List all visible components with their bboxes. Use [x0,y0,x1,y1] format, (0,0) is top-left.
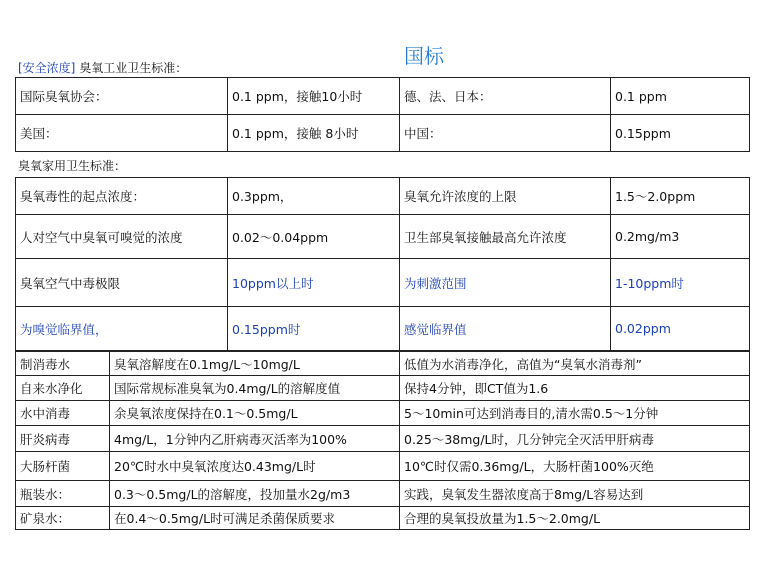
table-cell: 4mg/L，1分钟内乙肝病毒灭活率为100% [110,426,400,452]
table-cell: 0.15ppm时 [228,307,400,351]
page-title: 国标 [404,44,444,68]
table-cell: 为嗅觉临界值， [16,307,228,351]
table-cell: 卫生部臭氧接触最高允许浓度 [400,215,611,259]
table-cell: 中国： [400,115,611,152]
table-row [16,452,750,481]
household-standard-heading: 臭氧家用卫生标准： [18,159,127,173]
table-cell: 0.3～0.5mg/L的溶解度，投加量水2g/m3 [110,481,400,507]
table-row [16,481,750,507]
table-cell: 国际常规标准臭氧为0.4mg/L的溶解度值 [110,376,400,401]
table-cell: 德、法、日本： [400,78,611,115]
table-cell: 为刺激范围 [400,259,611,307]
table-cell: 0.1 ppm，接触 8小时 [228,115,400,152]
table-cell: 0.02ppm [611,307,750,351]
table-cell: 1.5～2.0ppm [611,178,750,215]
table-cell: 在0.4～0.5mg/L时可满足杀菌保质要求 [110,507,400,530]
safety-concentration-tag: [安全浓度] [18,61,76,75]
table-row [16,352,750,376]
disinfection-table [15,351,750,530]
industrial-standard-table [15,77,750,152]
industrial-standard-label: 臭氧工业卫生标准： [79,61,188,75]
table-cell: 0.1 ppm [611,78,750,115]
table-row [16,115,750,152]
table-row [16,78,750,115]
table-cell: 10ppm以上时 [228,259,400,307]
table-cell: 国际臭氧协会： [16,78,228,115]
table-cell: 臭氧毒性的起点浓度： [16,178,228,215]
table-cell: 0.15ppm [611,115,750,152]
table-row [16,401,750,426]
table-cell: 大肠杆菌 [16,452,110,481]
table-cell: 水中消毒 [16,401,110,426]
household-standard-table [15,177,750,351]
table-cell: 0.3ppm， [228,178,400,215]
table-cell: 1-10ppm时 [611,259,750,307]
table-cell: 肝炎病毒 [16,426,110,452]
table-cell: 感觉临界值 [400,307,611,351]
table-cell: 余臭氧浓度保持在0.1～0.5mg/L [110,401,400,426]
table-cell: 自来水净化 [16,376,110,401]
table-cell: 10℃时仅需0.36mg/L，大肠杆菌100%灭绝 [400,452,750,481]
table-cell: 人对空气中臭氧可嗅觉的浓度 [16,215,228,259]
table-cell: 20℃时水中臭氧浓度达0.43mg/L时 [110,452,400,481]
table-row [16,307,750,351]
table-cell: 0.1 ppm，接触10小时 [228,78,400,115]
table-row [16,178,750,215]
industrial-standard-heading [18,59,187,76]
table-row [16,215,750,259]
table-cell: 合理的臭氧投放量为1.5～2.0mg/L [400,507,750,530]
table-cell: 臭氧允许浓度的上限 [400,178,611,215]
table-cell: 0.25～38mg/L时，几分钟完全灭活甲肝病毒 [400,426,750,452]
table-cell: 臭氧空气中毒极限 [16,259,228,307]
table-cell: 臭氧溶解度在0.1mg/L～10mg/L [110,352,400,376]
table-cell: 矿泉水： [16,507,110,530]
table-cell: 0.2mg/m3 [611,215,750,259]
table-row [16,259,750,307]
table-row [16,426,750,452]
table-cell: 实践，臭氧发生器浓度高于8mg/L容易达到 [400,481,750,507]
table-cell: 美国： [16,115,228,152]
table-cell: 瓶装水： [16,481,110,507]
table-cell: 低值为水消毒净化，高值为“臭氧水消毒剂” [400,352,750,376]
table-cell: 制消毒水 [16,352,110,376]
table-row [16,376,750,401]
table-row [16,507,750,530]
table-cell: 保持4分钟，即CT值为1.6 [400,376,750,401]
table-cell: 5～10min可达到消毒目的,清水需0.5～1分钟 [400,401,750,426]
table-cell: 0.02～0.04ppm [228,215,400,259]
